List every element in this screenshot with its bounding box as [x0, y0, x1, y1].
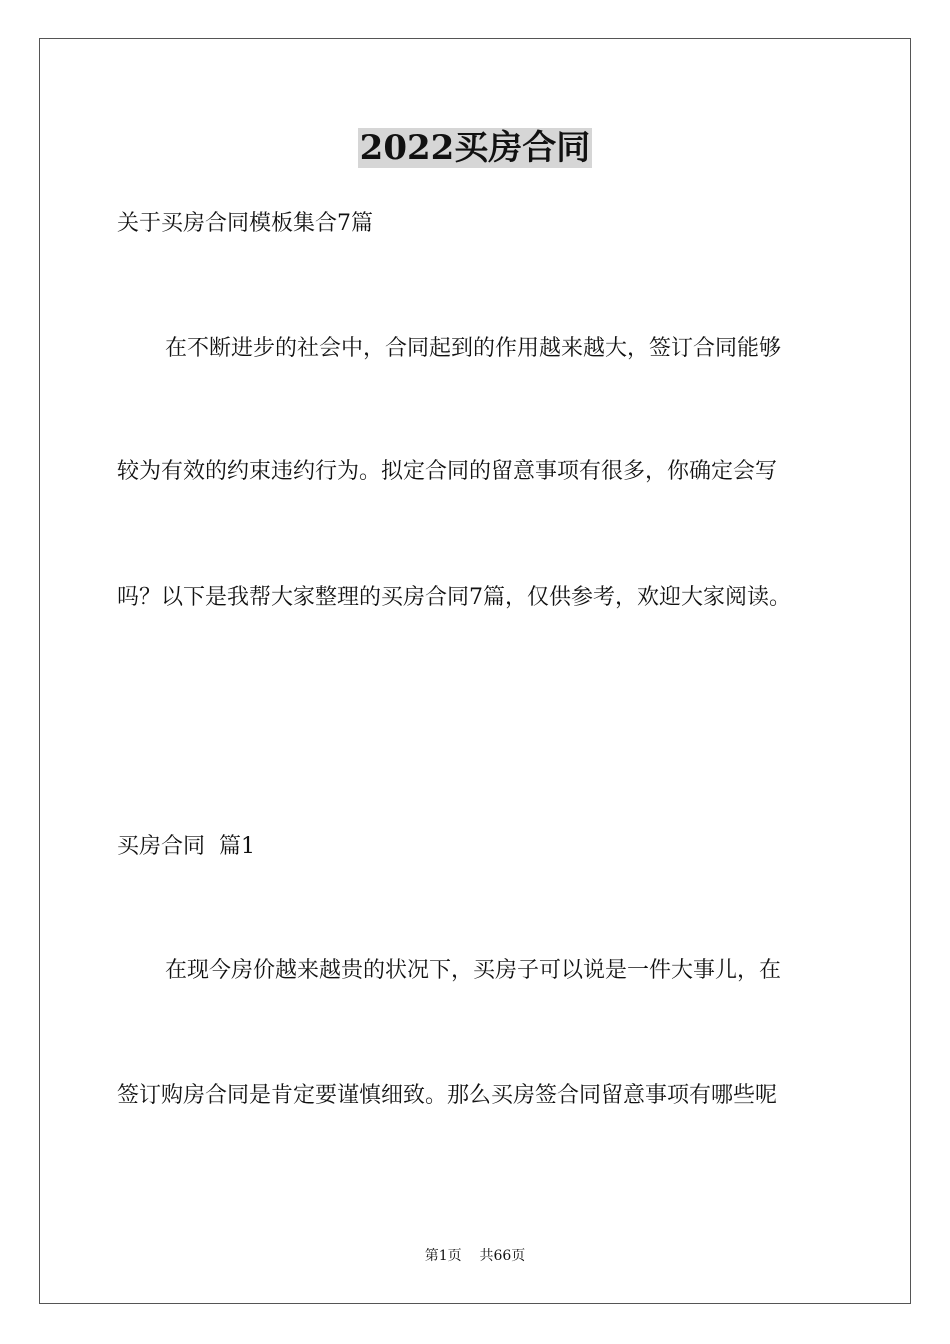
document-title-text: 2022买房合同 [359, 128, 591, 168]
section-heading: 买房合同 篇1 [117, 834, 255, 859]
intro-paragraph-line-2: 较为有效的约束违约行为。拟定合同的留意事项有很多，你确定会写 [117, 459, 778, 484]
section-paragraph-line-2: 签订购房合同是肯定要谨慎细致。那么买房签合同留意事项有哪些呢 [117, 1083, 778, 1108]
document-title [0, 126, 950, 170]
intro-paragraph-line-3: 吗？以下是我帮大家整理的买房合同7篇，仅供参考，欢迎大家阅读。 [117, 585, 791, 610]
section-paragraph-line-1: 在现今房价越来越贵的状况下，买房子可以说是一件大事儿，在 [165, 958, 782, 983]
page-number-footer: 第1页 共66页 [424, 1248, 526, 1264]
intro-paragraph-line-1: 在不断进步的社会中，合同起到的作用越来越大，签订合同能够 [165, 336, 782, 361]
document-subtitle: 关于买房合同模板集合7篇 [117, 211, 373, 236]
